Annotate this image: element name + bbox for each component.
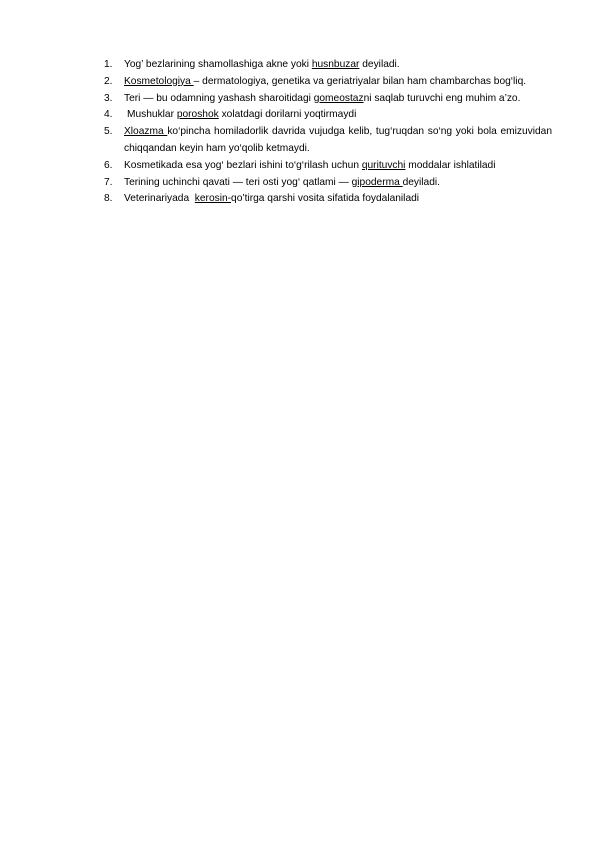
- list-item-text: deyiladi.: [359, 59, 400, 70]
- list-item: [104, 191, 552, 208]
- list-item-number: 8.: [104, 193, 113, 205]
- list-item-text: Kosmetikada esa yog‘ bezlari ishini to‘g‘rilash uchun: [124, 159, 362, 171]
- list-item-text: Veterinariyada: [124, 193, 195, 205]
- list-item-number: 1.: [104, 59, 113, 70]
- list-item: [104, 74, 552, 91]
- underlined-term: kerosin-: [194, 193, 232, 205]
- list-item-text: deyiladi.: [402, 176, 440, 188]
- underlined-term: husnbuzar: [311, 59, 360, 70]
- list-item: [104, 91, 552, 108]
- list-item: [104, 158, 552, 175]
- list-item-number: 4.: [104, 109, 113, 121]
- list-item-number: 3.: [104, 92, 113, 104]
- list-item-text: qo’tirga qarshi vosita sifatida foydalaniladi: [231, 193, 420, 205]
- list-item: [104, 107, 552, 124]
- underlined-term: gomeostaz: [313, 92, 364, 104]
- list-item-text: ko‘pincha homiladorlik davrida vujudga kelib, tug‘ruqdan so‘ng yoki bola emizuvidan chiqqandan keyin ham yo‘qolib ketmaydi.: [124, 126, 552, 154]
- list-item-text: – dermatologiya, genetika va geriatriyalar bilan ham chambarchas bog‘liq.: [193, 75, 527, 87]
- numbered-list: [104, 57, 552, 208]
- list-item-text: Teri — bu odamning yashash sharoitidagi: [124, 92, 314, 104]
- underlined-term: qurituvchi: [361, 159, 406, 171]
- list-item-text: moddalar ishlatiladi: [405, 159, 496, 171]
- list-item-number: 6.: [104, 159, 113, 171]
- list-item-number: 5.: [104, 126, 113, 138]
- underlined-term: Kosmetologiya: [124, 75, 194, 87]
- list-item-text: xolatdagi dorilarni yoqtirmaydi: [218, 109, 357, 121]
- list-item-number: 7.: [104, 176, 113, 188]
- underlined-term: Xloazma: [124, 126, 168, 138]
- list-item: [104, 124, 552, 158]
- list-item: [104, 57, 552, 74]
- list-item-number: 2.: [104, 75, 113, 87]
- list-item-text: ni saqlab turuvchi eng muhim a’zo.: [363, 92, 521, 104]
- underlined-term: poroshok: [176, 109, 219, 121]
- list-item: [104, 175, 552, 192]
- underlined-term: gipoderma: [351, 176, 403, 188]
- list-item-text: Terining uchinchi qavati — teri osti yog‘ qatlami —: [124, 176, 352, 188]
- list-item-text: Mushuklar: [127, 109, 177, 121]
- list-item-text: Yog’ bezlarining shamollashiga akne yoki: [124, 59, 312, 70]
